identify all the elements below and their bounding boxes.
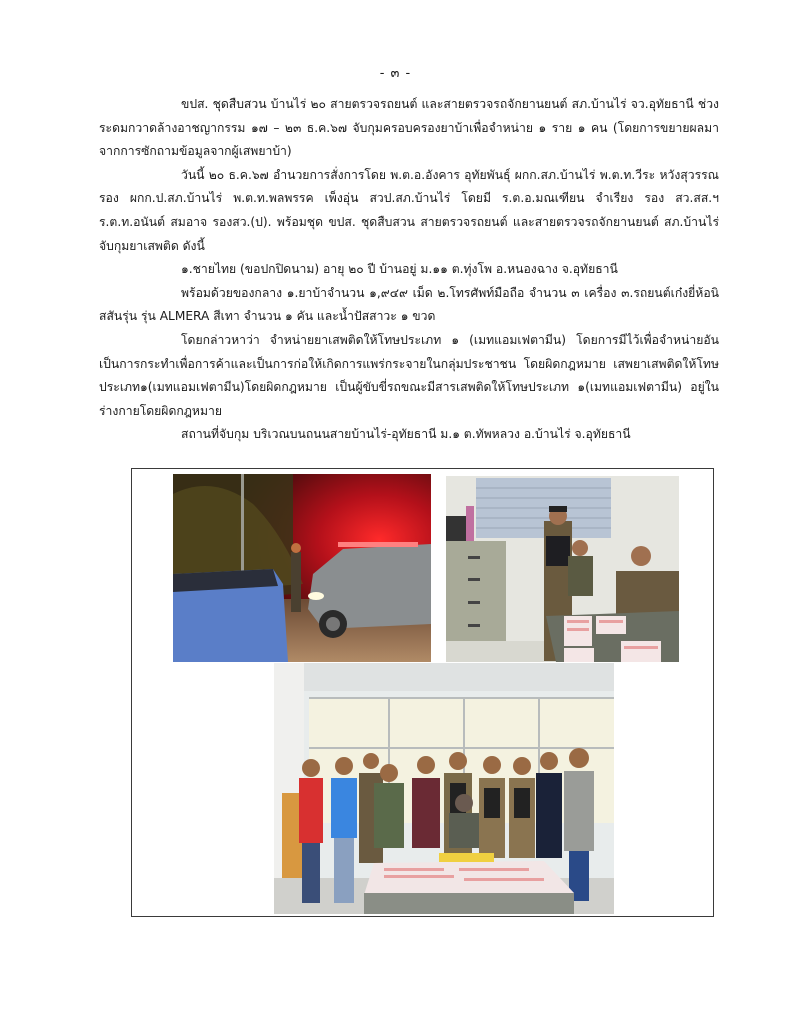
suspect-paragraph: ๑.ชายไทย (ขอปกปิดนาม) อายุ ๒๐ ปี บ้านอยู่ ม.๑๑ ต.ทุ่งโพ อ.หนองฉาง จ.อุทัยธานี — [181, 262, 618, 277]
document-body — [99, 93, 719, 447]
charges-paragraph: โดยกล่าวหาว่า จำหน่ายยาเสพติดให้โทษประเภท ๑ (เมทแอมเฟตามีน) โดยการมีไว้เพื่อจำหน่ายอันเป็นการกระทำเพื่อการค้าและเป็นการก่อให้เกิดการแพร่กระจายในกลุ่มประชาชน โดยผิดกฎหมาย เสพยาเสพติดให้โทษประเภท๑(เมทแอมเฟตามีน)โดยผิดกฎหมาย เป็นผู้ขับขี่รถขณะมีสารเสพติดให้โทษประเภท ๑(เมทแอมเฟตามีน) อยู่ในร่างกายโดยผิดกฎหมาย — [99, 332, 719, 418]
photo-night-arrest — [173, 474, 431, 662]
photo-office-evidence — [446, 476, 679, 662]
evidence-paragraph: พร้อมด้วยของกลาง ๑.ยาบ้าจำนวน ๑,๙๔๙ เม็ด ๒.โทรศัพท์มือถือ จำนวน ๓ เครื่อง ๓.รถยนต์เก๋งยี่ห้อนิสสันรุ่น รุ่น ALMERA สีเทา จำนวน ๑ คัน และน้ำปัสสาวะ ๑ ขวด — [99, 285, 719, 324]
photo-group-officers — [274, 663, 614, 914]
intro-paragraph: ขปส. ชุดสืบสวน บ้านไร่ ๒๐ สายตรวจรถยนต์ และสายตรวจรถจักยานยนต์ สภ.บ้านไร่ จว.อุทัยธานี ช่วงระดมกวาดล้างอาชญากรรม ๑๗ – ๒๓ ธ.ค.๖๗ จับกุมครอบครองยาบ้าเพื่อจำหน่าย ๑ ราย ๑ คน (โดยการขยายผลมาจากการซักถามข้อมูลจากผู้เสพยาบ้า) — [99, 97, 719, 159]
operation-paragraph: วันนี้ ๒๐ ธ.ค.๖๗ อำนวยการสั่งการโดย พ.ต.อ.อังคาร อุทัยพันธุ์ ผกก.สภ.บ้านไร่ พ.ต.ท.วีระ หวังสุวรรณ รอง ผกก.ป.สภ.บ้านไร่ พ.ต.ท.พลพรรค เพ็งอุ่น สวป.สภ.บ้านไร่ โดยมี ร.ต.อ.มณเฑียน จำเรียง รอง สว.สส.ฯ ร.ต.ท.อนันต์ สมอาจ รองสว.(ป). พร้อมชุด ขปส. ชุดสืบสวน สายตรวจรถยนต์ และสายตรวจรถจักยานยนต์ สภ.บ้านไร่ จับกุมยาเสพติด ดังนี้ — [99, 167, 719, 253]
page-number: - ๓ - — [379, 66, 412, 81]
photo-frame — [131, 468, 714, 917]
location-paragraph: สถานที่จับกุม บริเวณบนถนนสายบ้านไร่-อุทัยธานี ม.๑ ต.ทัพหลวง อ.บ้านไร่ จ.อุทัยธานี — [181, 427, 631, 442]
